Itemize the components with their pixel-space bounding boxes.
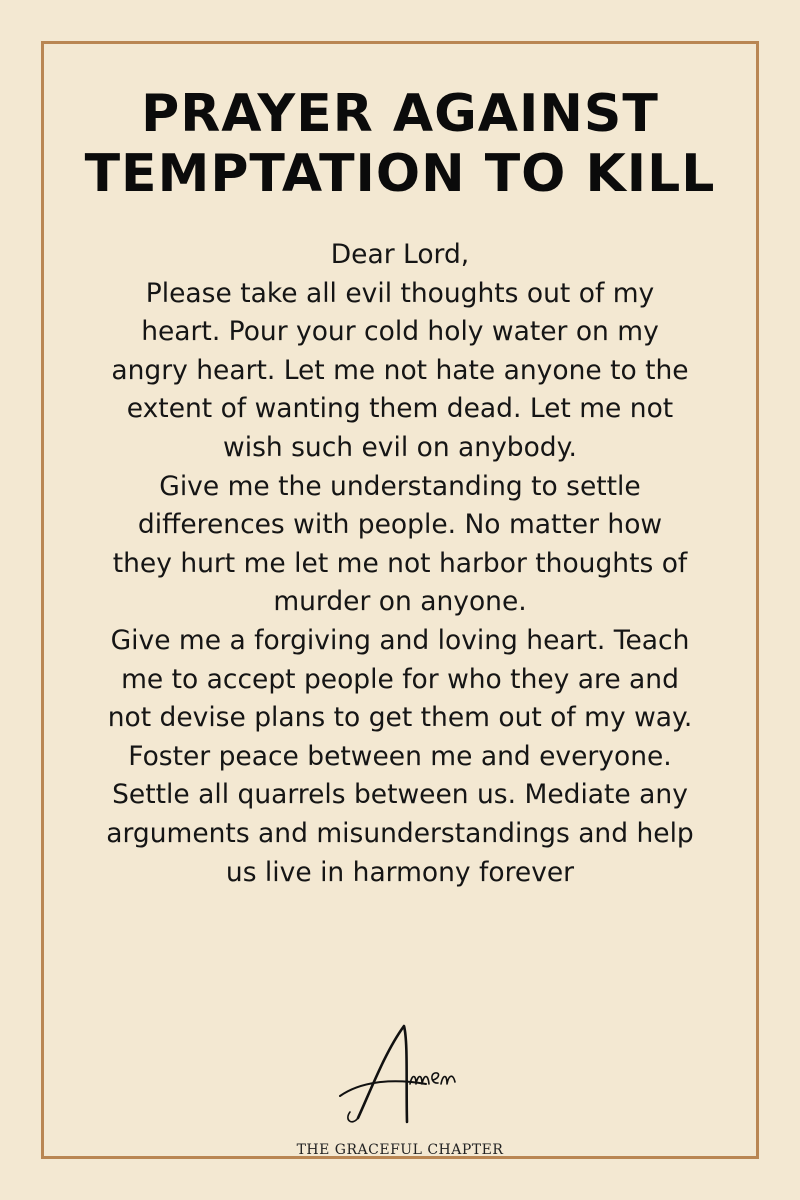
prayer-line: Give me the understanding to settle [159,470,641,502]
prayer-line: Give me a forgiving and loving heart. Teach [110,624,690,656]
page-title [60,84,740,204]
prayer-line: Foster peace between me and everyone. [128,740,672,772]
footer-brand: THE GRACEFUL CHAPTER [296,1142,504,1158]
prayer-line: me to accept people for who they are and [121,663,679,695]
prayer-line: wish such evil on anybody. [223,431,577,463]
prayer-line: they hurt me let me not harbor thoughts of [112,547,688,579]
amen-signature-icon [330,1022,480,1132]
title-line-1: PRAYER AGAINST [141,84,659,144]
prayer-line: heart. Pour your cold holy water on my [141,316,659,348]
prayer-line: angry heart. Let me not hate anyone to the [111,354,689,386]
prayer-line: us live in harmony forever [225,856,575,888]
title-line-2: TEMPTATION TO KILL [84,144,716,204]
prayer-line: Settle all quarrels between us. Mediate any [112,779,688,811]
prayer-line: Please take all evil thoughts out of my [145,277,655,309]
prayer-line: differences with people. No matter how [137,509,663,541]
prayer-line: Dear Lord, [330,239,470,270]
prayer-line: murder on anyone. [273,586,527,618]
prayer-line: extent of wanting them dead. Let me not [126,393,674,425]
prayer-text [70,236,730,892]
prayer-line: arguments and misunderstandings and help [106,817,694,849]
prayer-line: not devise plans to get them out of my way. [107,702,693,734]
